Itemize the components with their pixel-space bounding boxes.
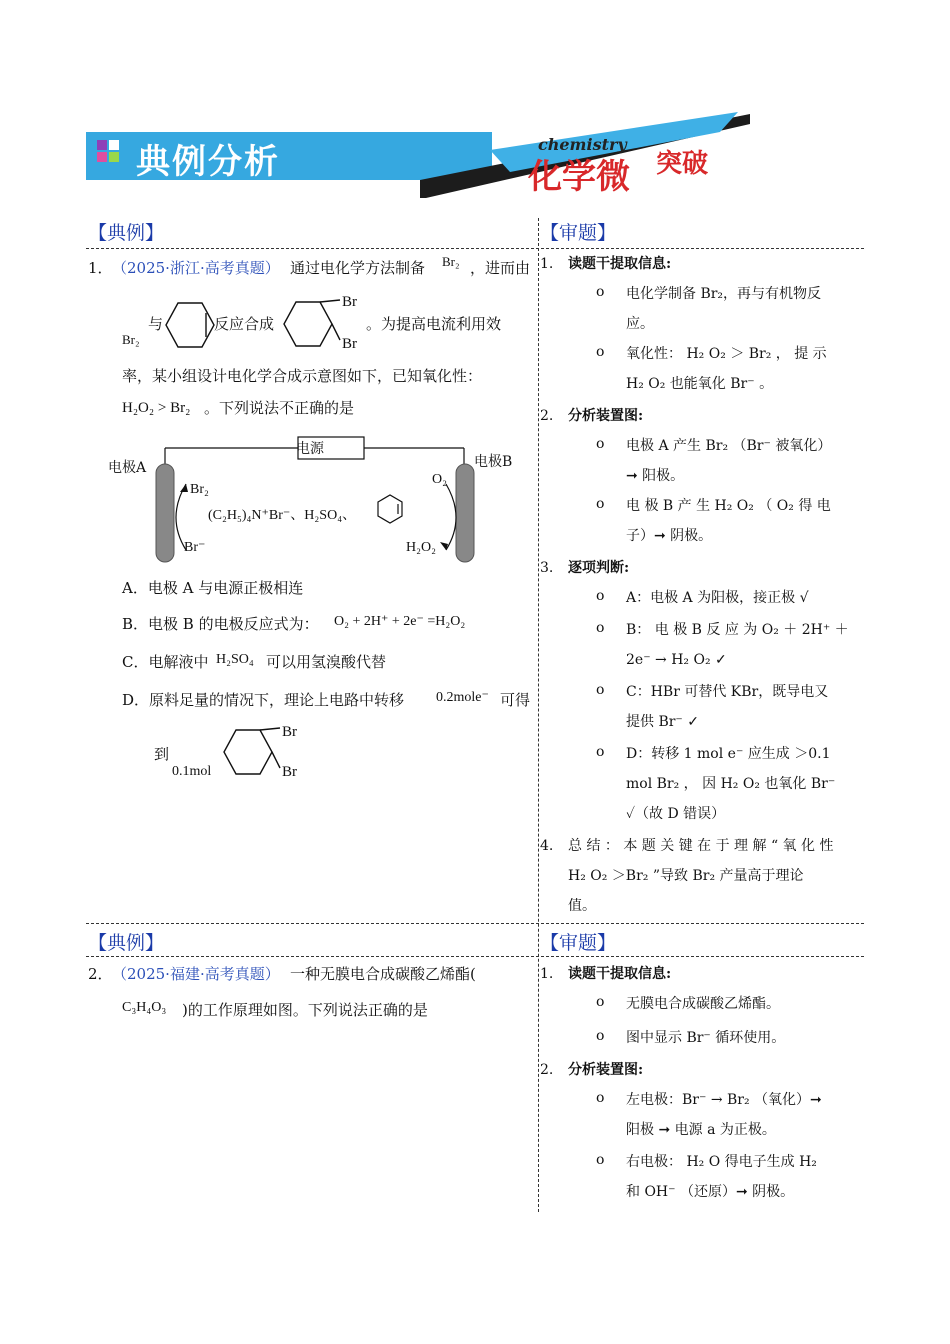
header-divider-2 xyxy=(86,956,864,957)
q1-oxidizing-order: H₂O₂ > Br₂ xyxy=(122,400,191,416)
r2-bullet-3: o xyxy=(596,1090,605,1106)
q1-option-d-1: D．原料足量的情况下，理论上电路中转移 xyxy=(122,691,405,709)
r1-b7b: 提供 Br⁻ ✓ xyxy=(626,714,700,730)
q1-option-d-3: 到 xyxy=(154,745,170,763)
q1-stem-1: 通过电化学方法制备 xyxy=(290,259,426,277)
review-label-2: 【审题】 xyxy=(540,932,617,954)
r1-b8c: ✓（故 D 错误） xyxy=(626,806,726,822)
r1-bullet-8: o xyxy=(596,744,605,760)
r1-b6b: 2e⁻ → H₂ O₂ ✓ xyxy=(626,652,727,668)
example-label-1: 【典例】 xyxy=(88,222,165,244)
q2-number: 2． xyxy=(88,965,113,983)
review-label-1: 【审题】 xyxy=(540,222,617,244)
power-label: 电源 xyxy=(296,441,324,457)
q2-stem-2: )的工作原理如图。下列说法正确的是 xyxy=(182,1001,428,1019)
r1-h1-num: 1. xyxy=(540,256,554,272)
banner-square-purple xyxy=(97,140,107,150)
r1-bullet-6: o xyxy=(596,620,605,636)
r1-bullet-1: o xyxy=(596,284,605,300)
q2-stem-1: 一种无膜电合成碳酸乙烯酯( xyxy=(290,965,476,983)
logo-main-text: 化学微 xyxy=(528,157,630,197)
r1-b1b: 应。 xyxy=(626,316,654,332)
r1-h3-num: 3. xyxy=(540,560,554,576)
r1-bullet-2: o xyxy=(596,344,605,360)
q1-stem-4: 反应合成 xyxy=(214,315,275,333)
example-label-2: 【典例】 xyxy=(88,932,165,954)
r1-b7a: C：HBr 可替代 KBr，既导电又 xyxy=(626,684,829,700)
r1-h2: 分析装置图: xyxy=(568,408,644,424)
electrode-a xyxy=(156,464,174,562)
electrode-b-label: 电极B xyxy=(474,454,513,470)
diagram-h2o2: H₂O₂ xyxy=(406,540,436,555)
q2-source: （2025·福建·高考真题） xyxy=(112,965,280,983)
q1-br2-top: Br₂ xyxy=(442,254,460,269)
electrode-b xyxy=(456,464,474,562)
r2-h1: 读题干提取信息: xyxy=(568,966,672,982)
r1-h2-num: 2. xyxy=(540,408,554,424)
r2-bullet-4: o xyxy=(596,1152,605,1168)
logo-tail-text: 突破 xyxy=(656,149,709,179)
r1-b1a: 电化学制备 Br₂，再与有机物反 xyxy=(626,286,822,302)
q1-option-c-2: 可以用氢溴酸代替 xyxy=(266,653,387,671)
q1-stem-6: 率，某小组设计电化学合成示意图如下，已知氧化性： xyxy=(122,367,483,385)
chem-logo xyxy=(420,110,750,202)
r2-b2: 图中显示 Br⁻ 循环使用。 xyxy=(626,1030,786,1046)
diagram-o2: O₂ xyxy=(432,472,447,487)
diagram-electrolyte: (C₂H₅)₄N⁺Br⁻、H₂SO₄、 xyxy=(208,508,357,523)
dibromocyclohexane-structure-2 xyxy=(222,724,282,780)
r2-bullet-1: o xyxy=(596,994,605,1010)
logo-chem-text: chemistry xyxy=(538,135,627,154)
banner-square-green xyxy=(109,152,119,162)
q1-option-b: B．电极 B 的电极反应式为： xyxy=(122,615,319,633)
q1-br-bottom: Br xyxy=(342,336,357,352)
r1-h1: 读题干提取信息: xyxy=(568,256,672,272)
r1-bullet-4: o xyxy=(596,496,605,512)
q1-option-a: A．电极 A 与电源正极相连 xyxy=(122,579,304,597)
q1-option-d-br-bottom: Br xyxy=(282,764,297,780)
r1-b3a: 电极 A 产生 Br₂ （Br⁻ 被氧化） xyxy=(626,438,832,454)
r1-h4-num: 4. xyxy=(540,838,554,854)
r1-b8a: D：转移 1 mol e⁻ 应生成 ＞0.1 xyxy=(626,746,831,762)
r1-bullet-7: o xyxy=(596,682,605,698)
r1-h4c: 值。 xyxy=(568,898,596,914)
r2-b1: 无膜电合成碳酸乙烯酯。 xyxy=(626,996,780,1012)
q1-stem-5: 。为提高电流利用效 xyxy=(366,315,502,333)
q1-stem-3: 与 xyxy=(148,315,164,333)
q1-option-d-amount: 0.2mole⁻ xyxy=(436,690,489,705)
row-divider xyxy=(86,923,864,924)
r1-h3: 逐项判断: xyxy=(568,560,630,576)
r1-bullet-3: o xyxy=(596,436,605,452)
q1-option-c-1: C．电解液中 xyxy=(122,653,209,671)
r2-b3b: 阳极 ➞ 电源 a 为正极。 xyxy=(626,1122,776,1138)
diagram-br2: Br₂ xyxy=(190,482,209,497)
q1-number: 1． xyxy=(88,259,113,277)
r1-bullet-5: o xyxy=(596,588,605,604)
r2-bullet-2: o xyxy=(596,1028,605,1044)
cyclohexene-structure xyxy=(164,300,216,350)
dibromocyclohexane-structure-1 xyxy=(282,296,342,352)
q1-stem-2: ，进而由 xyxy=(470,259,531,277)
r1-b2a: 氧化性： H₂ O₂ ＞ Br₂ ， 提 示 xyxy=(626,346,827,362)
q1-br2-left: Br₂ xyxy=(122,332,140,347)
r2-b4a: 右电极： H₂ O 得电子生成 H₂ xyxy=(626,1154,817,1170)
q1-option-d-2: 可得 xyxy=(500,691,531,709)
r1-b5a: A：电极 A 为阳极，接正极 √ xyxy=(626,590,809,606)
diagram-br-minus: Br⁻ xyxy=(184,540,206,555)
electrode-a-label: 电极A xyxy=(108,460,147,476)
r2-h1-num: 1. xyxy=(540,966,554,982)
q1-stem-7: 。下列说法不正确的是 xyxy=(204,399,355,417)
r1-h4a: 总 结 ： 本 题 关 键 在 于 理 解 “ 氧 化 性 xyxy=(568,838,834,854)
q1-option-d-br-top: Br xyxy=(282,724,297,740)
r1-b6a: B： 电 极 B 反 应 为 O₂ ＋ 2H⁺ ＋ xyxy=(626,622,849,638)
r1-h4b: H₂ O₂ ＞Br₂ ”导致 Br₂ 产量高于理论 xyxy=(568,868,804,884)
r1-b2b: H₂ O₂ 也能氧化 Br⁻ 。 xyxy=(626,376,774,392)
q1-option-d-4: 0.1mol xyxy=(172,764,212,779)
r2-h2-num: 2. xyxy=(540,1062,554,1078)
column-divider xyxy=(538,218,539,1212)
q1-option-c-h2so4: H₂SO₄ xyxy=(216,652,254,667)
q1-option-b-equation: O₂ + 2H⁺ + 2e⁻ =H₂O₂ xyxy=(334,614,466,629)
banner-square-pink xyxy=(97,152,107,162)
header-divider-1 xyxy=(86,248,864,249)
r1-b8b: mol Br₂ ， 因 H₂ O₂ 也氧化 Br⁻ xyxy=(626,776,836,792)
q1-br-top: Br xyxy=(342,294,357,310)
r1-b4b: 子）➞ 阴极。 xyxy=(626,528,713,544)
r2-b3a: 左电极：Br⁻ → Br₂ （氧化）➞ xyxy=(626,1092,822,1108)
section-title: 典例分析 xyxy=(136,142,280,182)
q1-source: （2025·浙江·高考真题） xyxy=(112,259,280,277)
q2-formula: C₃H₄O₃ xyxy=(122,1000,167,1015)
r2-b4b: 和 OH⁻ （还原）➞ 阴极。 xyxy=(626,1184,795,1200)
banner-square-white xyxy=(109,140,119,150)
r2-h2: 分析装置图: xyxy=(568,1062,644,1078)
r1-b4a: 电 极 B 产 生 H₂ O₂ （ O₂ 得 电 xyxy=(626,498,831,514)
r1-b3b: ➞ 阳极。 xyxy=(626,468,685,484)
